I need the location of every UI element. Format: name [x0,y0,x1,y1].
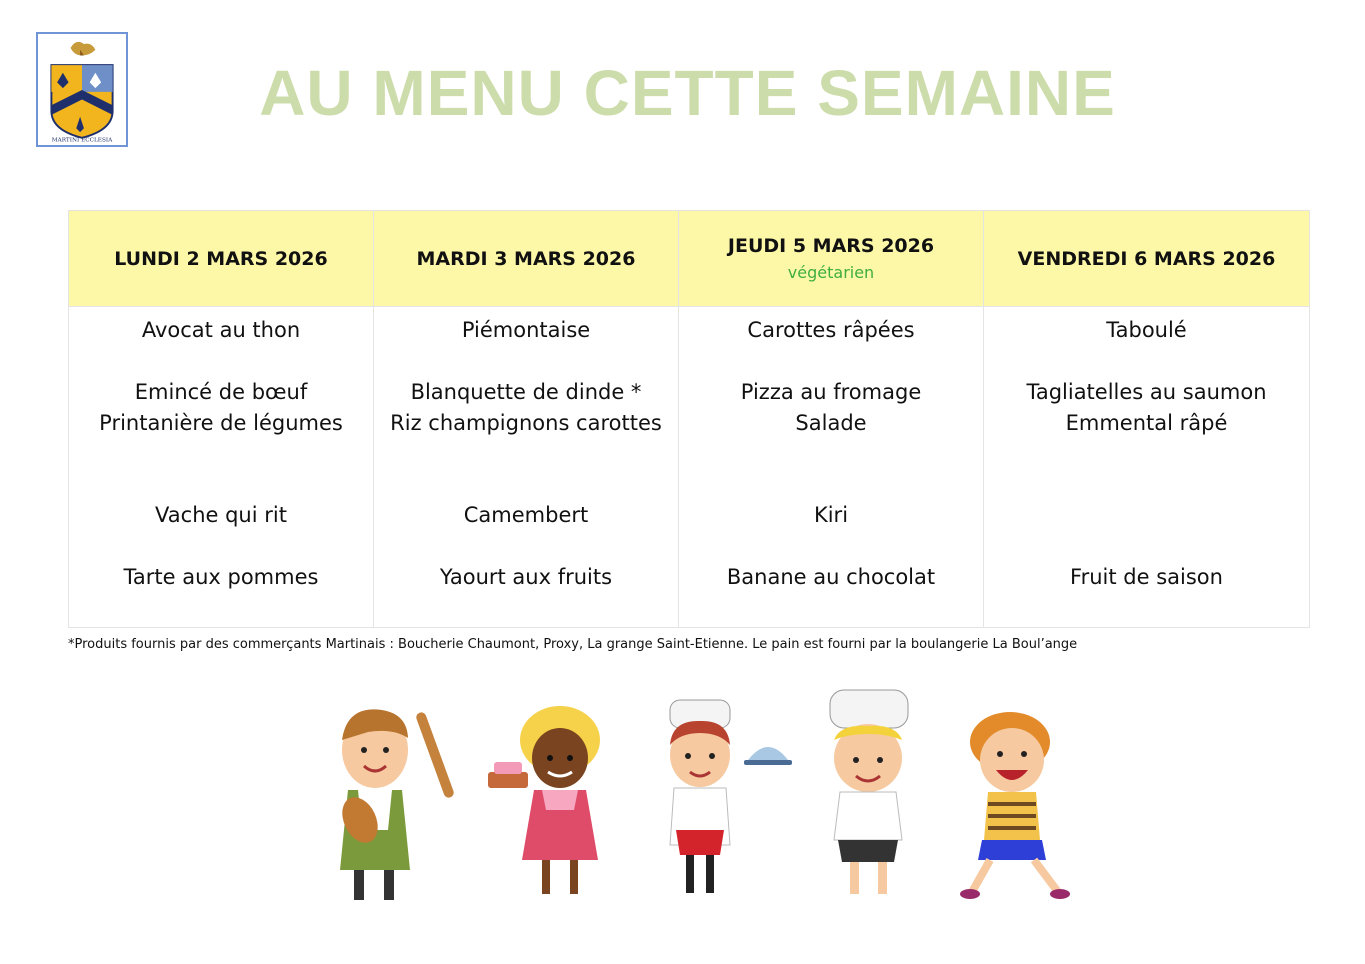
laughing-boy-icon [960,712,1070,899]
girl-chef-icon [670,700,792,893]
page-title: AU MENU CETTE SEMAINE [259,57,1116,129]
girl-with-cake-icon [488,706,600,894]
cartoon-kids-icon [280,680,1090,910]
day-body [679,307,983,627]
day-column-friday [984,211,1309,627]
day-header [984,211,1309,307]
baker-kid-icon [335,709,455,900]
dessert: Yaourt aux fruits [439,565,613,589]
day-date: MARDI 3 MARS 2026 [416,247,636,270]
day-date: VENDREDI 6 MARS 2026 [1017,247,1276,270]
day-date: LUNDI 2 MARS 2026 [114,247,328,270]
weekly-menu-table [68,210,1310,628]
main-course: Tagliatelles au saumon Emmental râpé [1026,380,1267,435]
dessert: Tarte aux pommes [123,565,319,589]
day-body [69,307,373,627]
day-header [679,211,983,307]
main-course: Pizza au fromage Salade [740,380,922,435]
kids-chefs-illustration [280,680,1090,910]
cheese: Kiri [813,503,849,527]
dessert: Fruit de saison [1070,565,1223,589]
day-date: JEUDI 5 MARS 2026 [727,235,935,257]
dessert: Banane au chocolat [726,565,936,589]
cheese: Camembert [463,503,589,527]
school-logo [36,32,128,147]
day-column-tuesday [374,211,679,627]
coat-of-arms-icon [38,34,126,145]
vegetarian-label: végétarien [787,263,875,282]
day-body [984,307,1309,627]
day-header [374,211,678,307]
svg-text:MARTINI ECCLESIA: MARTINI ECCLESIA [51,137,113,144]
boy-chef-icon [830,690,908,894]
starter: Avocat au thon [141,318,301,342]
starter: Carottes râpées [747,318,915,342]
day-header [69,211,373,307]
starter: Taboulé [1106,318,1187,342]
main-course: Blanquette de dinde * Riz champignons carottes [390,380,662,435]
footnote: *Produits fournis par des commerçants Martinais : Boucherie Chaumont, Proxy, La grange Saint-Etienne. Le pain est fourni par la boulangerie La Boul’ange [68,637,1078,652]
starter: Piémontaise [461,318,591,342]
cheese: Vache qui rit [155,503,287,527]
day-body [374,307,678,627]
day-column-monday [69,211,374,627]
main-course: Emincé de bœuf Printanière de légumes [99,380,343,435]
day-column-thursday [679,211,984,627]
